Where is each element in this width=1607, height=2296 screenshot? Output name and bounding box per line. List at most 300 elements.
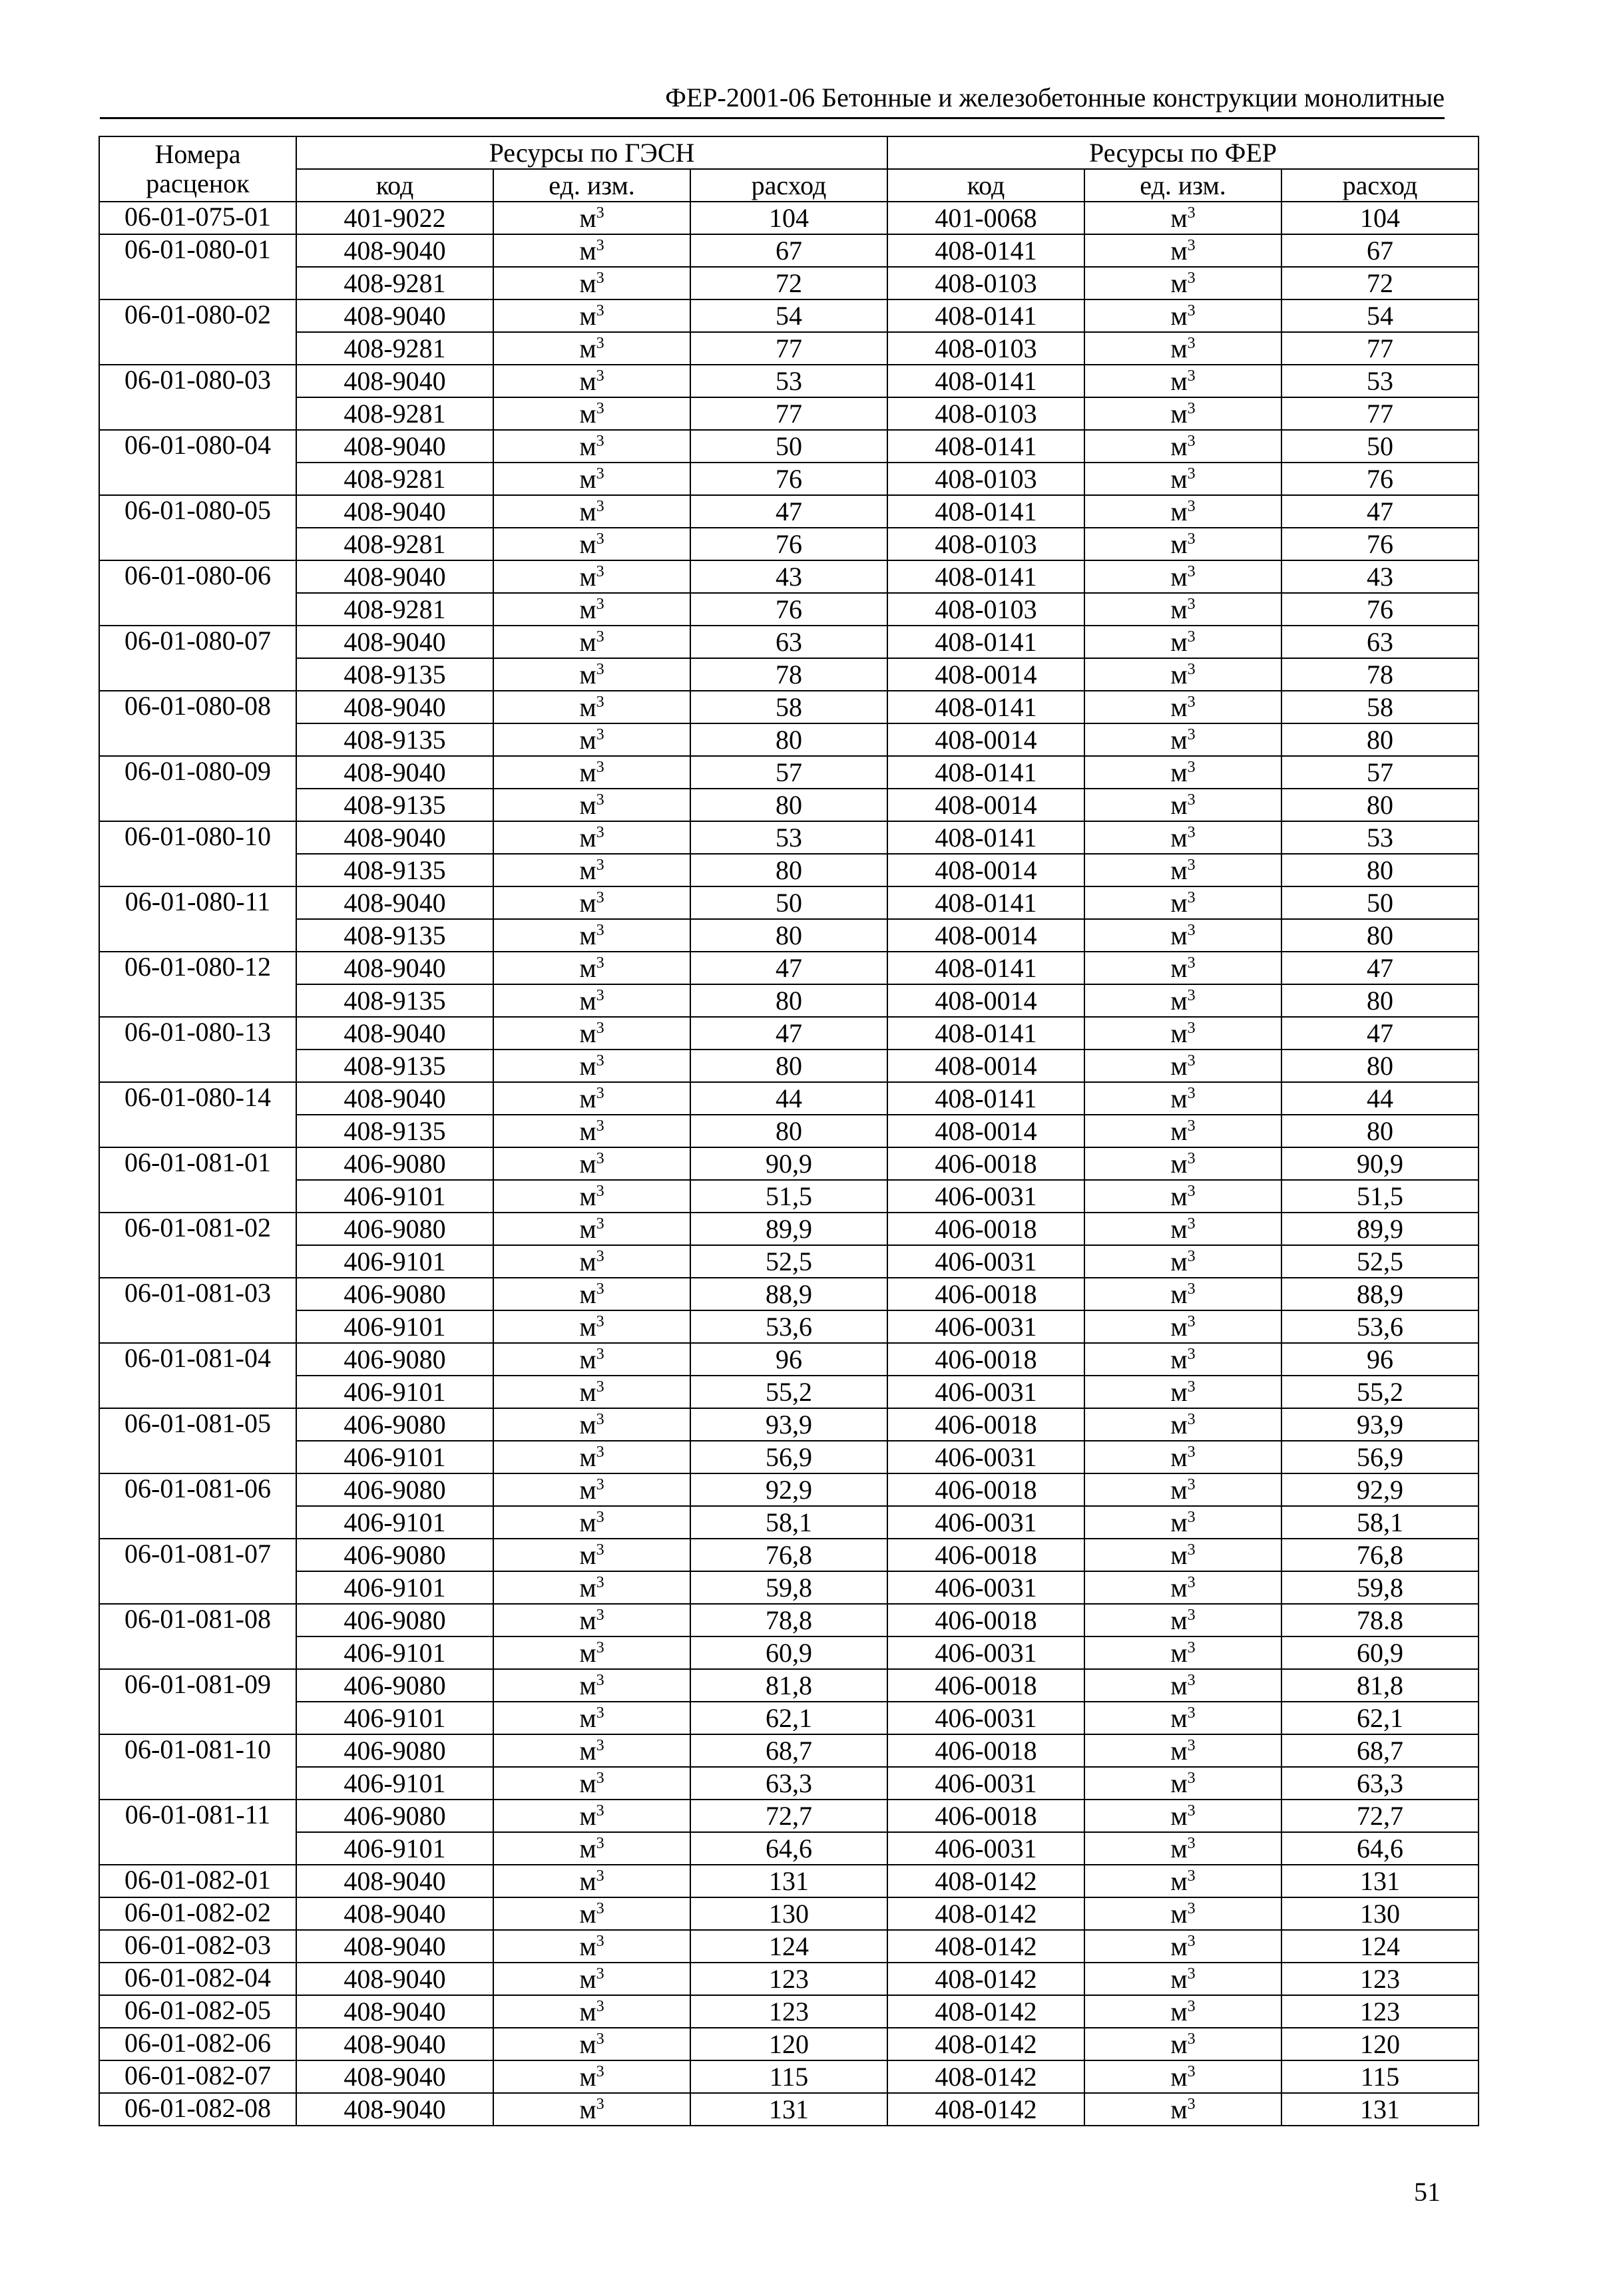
gesn-unit-cell [493,1278,690,1310]
fer-unit-cell [1084,1734,1281,1767]
rates-header-line2: расценок [146,168,250,198]
unit-power: 3 [596,921,604,939]
fer-consumption-cell: 62,1 [1281,1702,1479,1734]
rate-number-cell: 06-01-075-01 [99,202,296,234]
gesn-consumption-cell: 53,6 [690,1310,887,1343]
gesn-code-cell: 408-9135 [296,984,493,1017]
fer-unit-cell [1084,984,1281,1017]
unit-power: 3 [1187,1052,1196,1069]
table-row [99,267,1479,299]
gesn-code-cell: 408-9040 [296,1082,493,1115]
rate-number-cell: 06-01-080-05 [99,495,296,560]
fer-consumption-cell: 63,3 [1281,1767,1479,1800]
unit-base: м [1170,1311,1188,1342]
table-row [99,789,1479,821]
fer-consumption-cell: 50 [1281,430,1479,463]
fer-consumption-cell: 72 [1281,267,1479,299]
unit-power: 3 [1187,204,1196,222]
unit-power: 3 [596,204,604,222]
fer-consumption-cell: 53 [1281,365,1479,397]
unit-power: 3 [596,1508,604,1526]
unit-power: 3 [596,1019,604,1037]
gesn-unit-cell [493,1050,690,1082]
gesn-consumption-cell: 90,9 [690,1147,887,1180]
resources-table [99,136,1479,2126]
unit-power: 3 [596,1378,604,1396]
unit-power: 3 [1187,1573,1196,1591]
unit-power: 3 [596,562,604,580]
gesn-consumption-cell: 47 [690,495,887,528]
table-row [99,1441,1479,1473]
page-header [100,79,1445,119]
gesn-unit-cell [493,952,690,984]
table-row [99,2028,1479,2060]
fer-code-cell: 408-0103 [887,528,1084,560]
unit-power: 3 [1187,660,1196,678]
gesn-code-cell: 406-9101 [296,1506,493,1539]
unit-base: м [579,2061,596,2092]
unit-base: м [579,365,596,396]
unit-base: м [579,1996,596,2026]
unit-power: 3 [1187,269,1196,287]
fer-unit-cell [1084,1245,1281,1278]
unit-base: м [1170,594,1188,624]
fer-code-cell: 406-0018 [887,1147,1084,1180]
table-row [99,1865,1479,1897]
unit-base: м [579,1735,596,1766]
unit-power: 3 [596,1573,604,1591]
gesn-consumption-cell: 123 [690,1995,887,2028]
unit-power: 3 [596,856,604,874]
fer-consumption-cell: 130 [1281,1897,1479,1930]
table-row [99,528,1479,560]
fer-consumption-cell: 59,8 [1281,1571,1479,1604]
gesn-code-cell: 408-9135 [296,1050,493,1082]
gesn-unit-cell [493,463,690,495]
table-row [99,1408,1479,1441]
gesn-consumption-cell: 43 [690,560,887,593]
fer-code-cell: 408-0142 [887,1963,1084,1995]
fer-code-cell: 408-0014 [887,1115,1084,1147]
unit-power: 3 [596,367,604,385]
gesn-unit-cell [493,332,690,365]
unit-power: 3 [596,823,604,841]
gesn-unit-cell [493,691,690,723]
fer-consumption-cell: 120 [1281,2028,1479,2060]
fer-code-cell: 408-0142 [887,2028,1084,2060]
gesn-consumption-cell: 88,9 [690,1278,887,1310]
gesn-consumption-cell: 59,8 [690,1571,887,1604]
unit-power: 3 [596,269,604,287]
fer-consumption-cell: 63 [1281,626,1479,658]
fer-code-cell: 408-0142 [887,1865,1084,1897]
table-row [99,1539,1479,1571]
unit-power: 3 [1187,954,1196,972]
unit-power: 3 [1187,1247,1196,1265]
fer-unit-cell [1084,691,1281,723]
unit-power: 3 [1187,2030,1196,2048]
unit-base: м [579,528,596,559]
fer-consumption-cell: 58,1 [1281,1506,1479,1539]
unit-power: 3 [1187,1867,1196,1885]
gesn-consumption-cell: 77 [690,397,887,430]
unit-power: 3 [1187,693,1196,711]
unit-power: 3 [1187,1019,1196,1037]
unit-base: м [579,626,596,657]
fer-consumption-cell: 60,9 [1281,1636,1479,1669]
gesn-consumption-cell: 80 [690,984,887,1017]
gesn-consumption-cell: 47 [690,952,887,984]
fer-code-cell: 408-0141 [887,626,1084,658]
unit-base: м [579,1800,596,1831]
gesn-consumption-cell: 60,9 [690,1636,887,1669]
unit-power: 3 [596,1280,604,1298]
fer-unit-cell [1084,1636,1281,1669]
gesn-code-cell: 408-9281 [296,463,493,495]
gesn-consumption-cell: 52,5 [690,1245,887,1278]
gesn-consumption-cell: 81,8 [690,1669,887,1702]
unit-base: м [1170,2028,1188,2059]
gesn-unit-cell [493,789,690,821]
unit-base: м [579,985,596,1016]
gesn-code-cell: 406-9101 [296,1441,493,1473]
fer-code-cell: 406-0031 [887,1636,1084,1669]
unit-base: м [1170,496,1188,526]
unit-power: 3 [1187,856,1196,874]
unit-power: 3 [596,1084,604,1102]
gesn-consumption-cell: 55,2 [690,1376,887,1408]
unit-base: м [1170,1670,1188,1700]
unit-power: 3 [1187,1117,1196,1135]
gesn-unit-cell [493,1734,690,1767]
gesn-code-cell: 408-9135 [296,1115,493,1147]
fer-code-cell: 406-0031 [887,1310,1084,1343]
unit-base: м [1170,1441,1188,1472]
fer-code-cell: 406-0018 [887,1604,1084,1636]
gesn-unit-cell [493,1897,690,1930]
fer-code-cell: 406-0018 [887,1343,1084,1376]
fer-consumption-cell: 47 [1281,1017,1479,1050]
fer-code-cell: 406-0018 [887,1213,1084,1245]
fer-consumption-cell: 51,5 [1281,1180,1479,1213]
gesn-consumption-cell: 76 [690,593,887,626]
table-row [99,1147,1479,1180]
fer-unit-cell [1084,1115,1281,1147]
gesn-consumption-cell: 78,8 [690,1604,887,1636]
rate-number-cell: 06-01-082-05 [99,1995,296,2028]
gesn-code-cell: 406-9080 [296,1669,493,1702]
gesn-unit-cell [493,1767,690,1800]
fer-consumption-cell: 123 [1281,1963,1479,1995]
unit-base: м [579,1115,596,1146]
fer-code-cell: 408-0103 [887,397,1084,430]
unit-base: м [579,855,596,885]
unit-power: 3 [596,595,604,613]
gesn-consumption-cell: 124 [690,1930,887,1963]
gesn-unit-cell [493,1473,690,1506]
gesn-group-header: Ресурсы по ГЭСН [296,136,887,169]
table-row [99,1376,1479,1408]
unit-power: 3 [1187,236,1196,254]
gesn-code-cell: 408-9135 [296,919,493,952]
unit-power: 3 [1187,1671,1196,1689]
fer-unit-cell [1084,1343,1281,1376]
gesn-code-cell: 408-9135 [296,789,493,821]
rate-number-cell: 06-01-081-11 [99,1800,296,1865]
unit-base: м [1170,1507,1188,1537]
rate-number-cell: 06-01-081-05 [99,1408,296,1473]
gesn-consumption-cell: 50 [690,886,887,919]
unit-power: 3 [1187,1736,1196,1754]
gesn-consumption-cell: 67 [690,234,887,267]
unit-base: м [1170,1018,1188,1048]
table-row [99,886,1479,919]
fer-unit-cell [1084,2028,1281,2060]
table-row [99,1343,1479,1376]
fer-unit-cell [1084,234,1281,267]
unit-base: м [1170,300,1188,331]
unit-base: м [1170,887,1188,918]
unit-base: м [1170,1931,1188,1961]
unit-power: 3 [596,1606,604,1624]
rates-header-line1: Номера [154,139,241,169]
table-row [99,463,1479,495]
fer-consumption-cell: 53,6 [1281,1310,1479,1343]
unit-base: м [1170,1246,1188,1276]
table-row [99,2093,1479,2126]
unit-base: м [579,300,596,331]
page-number: 51 [1414,2177,1441,2207]
gesn-consumption-cell: 104 [690,202,887,234]
fer-consumption-cell: 80 [1281,919,1479,952]
fer-consumption-cell: 54 [1281,299,1479,332]
unit-power: 3 [596,1345,604,1363]
gesn-code-cell: 406-9080 [296,1734,493,1767]
fer-unit-cell [1084,495,1281,528]
gesn-code-cell: 406-9080 [296,1800,493,1832]
unit-base: м [579,463,596,494]
fer-code-cell: 408-0141 [887,691,1084,723]
unit-base: м [1170,1050,1188,1081]
gesn-unit-cell [493,1310,690,1343]
unit-base: м [579,757,596,787]
gesn-code-cell: 408-9040 [296,365,493,397]
gesn-code-cell: 408-9040 [296,1995,493,2028]
unit-power: 3 [596,1834,604,1852]
gesn-consumption-cell: 80 [690,789,887,821]
fer-unit-cell [1084,854,1281,886]
fer-code-header: код [887,169,1084,202]
unit-base: м [579,1344,596,1374]
gesn-unit-cell [493,1604,690,1636]
unit-base: м [1170,1702,1188,1733]
fer-code-cell: 408-0014 [887,789,1084,821]
unit-base: м [579,1246,596,1276]
gesn-consumption-cell: 120 [690,2028,887,2060]
gesn-unit-cell [493,299,690,332]
fer-code-cell: 406-0018 [887,1800,1084,1832]
fer-consumption-cell: 131 [1281,2093,1479,2126]
gesn-consumption-cell: 78 [690,658,887,691]
gesn-unit-cell [493,430,690,463]
unit-base: м [1170,463,1188,494]
gesn-unit-cell [493,1441,690,1473]
fer-code-cell: 406-0018 [887,1278,1084,1310]
unit-power: 3 [596,758,604,776]
gesn-unit-cell [493,1702,690,1734]
unit-base: м [1170,1539,1188,1570]
fer-consumption-cell: 58 [1281,691,1479,723]
gesn-unit-cell [493,495,690,528]
fer-code-cell: 408-0142 [887,1897,1084,1930]
unit-power: 3 [1187,1638,1196,1656]
unit-power: 3 [596,660,604,678]
rate-number-cell: 06-01-080-06 [99,560,296,626]
table-row [99,691,1479,723]
unit-power: 3 [1187,1410,1196,1428]
unit-power: 3 [1187,823,1196,841]
unit-base: м [1170,1474,1188,1505]
fer-consumption-cell: 77 [1281,397,1479,430]
unit-base: м [1170,1898,1188,1929]
unit-power: 3 [596,1802,604,1819]
unit-power: 3 [596,1052,604,1069]
unit-power: 3 [1187,1997,1196,2015]
gesn-consumption-cell: 44 [690,1082,887,1115]
gesn-code-cell: 401-9022 [296,202,493,234]
fer-consumption-cell: 81,8 [1281,1669,1479,1702]
unit-power: 3 [596,1312,604,1330]
unit-power: 3 [596,1899,604,1917]
fer-code-cell: 406-0031 [887,1702,1084,1734]
gesn-unit-cell [493,1800,690,1832]
fer-unit-cell [1084,919,1281,952]
fer-unit-cell [1084,1571,1281,1604]
rate-number-cell: 06-01-082-08 [99,2093,296,2126]
gesn-consumption-cell: 54 [690,299,887,332]
gesn-consumption-cell: 123 [690,1963,887,1995]
unit-power: 3 [596,2030,604,2048]
unit-power: 3 [1187,1769,1196,1787]
fer-code-cell: 408-0141 [887,886,1084,919]
table-row [99,1604,1479,1636]
rate-number-cell: 06-01-081-06 [99,1473,296,1539]
unit-base: м [1170,789,1188,820]
gesn-code-cell: 406-9080 [296,1604,493,1636]
unit-base: м [579,1181,596,1211]
unit-base: м [579,1702,596,1733]
gesn-unit-header: ед. изм. [493,169,690,202]
gesn-unit-cell [493,1669,690,1702]
unit-base: м [1170,398,1188,429]
unit-power: 3 [1187,986,1196,1004]
table-row [99,365,1479,397]
fer-code-cell: 408-0103 [887,332,1084,365]
fer-unit-cell [1084,1441,1281,1473]
unit-base: м [579,952,596,983]
table-row [99,495,1479,528]
gesn-consumption-cell: 47 [690,1017,887,1050]
gesn-unit-cell [493,919,690,952]
fer-unit-cell [1084,1963,1281,1995]
unit-base: м [579,822,596,853]
fer-unit-cell [1084,1539,1281,1571]
unit-power: 3 [1187,1965,1196,1983]
gesn-consumption-cell: 51,5 [690,1180,887,1213]
fer-consumption-cell: 89,9 [1281,1213,1479,1245]
unit-power: 3 [1187,1704,1196,1722]
unit-power: 3 [1187,758,1196,776]
fer-unit-cell [1084,1213,1281,1245]
table-row [99,1669,1479,1702]
gesn-consumption-cell: 89,9 [690,1213,887,1245]
rate-number-cell: 06-01-080-08 [99,691,296,756]
unit-power: 3 [596,693,604,711]
gesn-unit-cell [493,658,690,691]
table-row [99,1800,1479,1832]
unit-power: 3 [1187,1215,1196,1233]
unit-base: м [579,691,596,722]
table-row [99,1506,1479,1539]
gesn-consumption-cell: 57 [690,756,887,789]
table-row [99,723,1479,756]
fer-unit-cell [1084,332,1281,365]
fer-consumption-cell: 56,9 [1281,1441,1479,1473]
gesn-consumption-cell: 76 [690,463,887,495]
fer-unit-cell [1084,299,1281,332]
gesn-unit-cell [493,365,690,397]
unit-base: м [579,594,596,624]
rate-number-cell: 06-01-080-11 [99,886,296,952]
fer-unit-cell [1084,626,1281,658]
fer-code-cell: 406-0031 [887,1767,1084,1800]
gesn-consumption-cell: 76,8 [690,1539,887,1571]
fer-unit-cell [1084,1702,1281,1734]
fer-unit-cell [1084,1082,1281,1115]
gesn-unit-cell [493,756,690,789]
fer-code-cell: 406-0031 [887,1245,1084,1278]
fer-code-cell: 406-0031 [887,1180,1084,1213]
rate-number-cell: 06-01-082-07 [99,2060,296,2093]
fer-consumption-cell: 78 [1281,658,1479,691]
unit-base: м [579,1474,596,1505]
gesn-unit-cell [493,1082,690,1115]
table-row [99,1017,1479,1050]
unit-power: 3 [1187,301,1196,319]
fer-group-header: Ресурсы по ФЕР [887,136,1479,169]
rate-number-cell: 06-01-081-03 [99,1278,296,1343]
fer-code-cell: 408-0141 [887,365,1084,397]
unit-power: 3 [596,954,604,972]
gesn-consumption-cell: 130 [690,1897,887,1930]
gesn-code-cell: 408-9281 [296,332,493,365]
table-row [99,593,1479,626]
fer-consumption-cell: 77 [1281,332,1479,365]
gesn-code-cell: 408-9135 [296,658,493,691]
table-row [99,202,1479,234]
table-row [99,1050,1479,1082]
fer-unit-cell [1084,1180,1281,1213]
gesn-consumption-cell: 63 [690,626,887,658]
unit-base: м [579,1963,596,1994]
unit-base: м [1170,985,1188,1016]
gesn-unit-cell [493,2028,690,2060]
unit-base: м [1170,1181,1188,1211]
unit-base: м [579,1768,596,1798]
unit-power: 3 [1187,1378,1196,1396]
gesn-unit-cell [493,1376,690,1408]
gesn-consumption-cell: 80 [690,723,887,756]
